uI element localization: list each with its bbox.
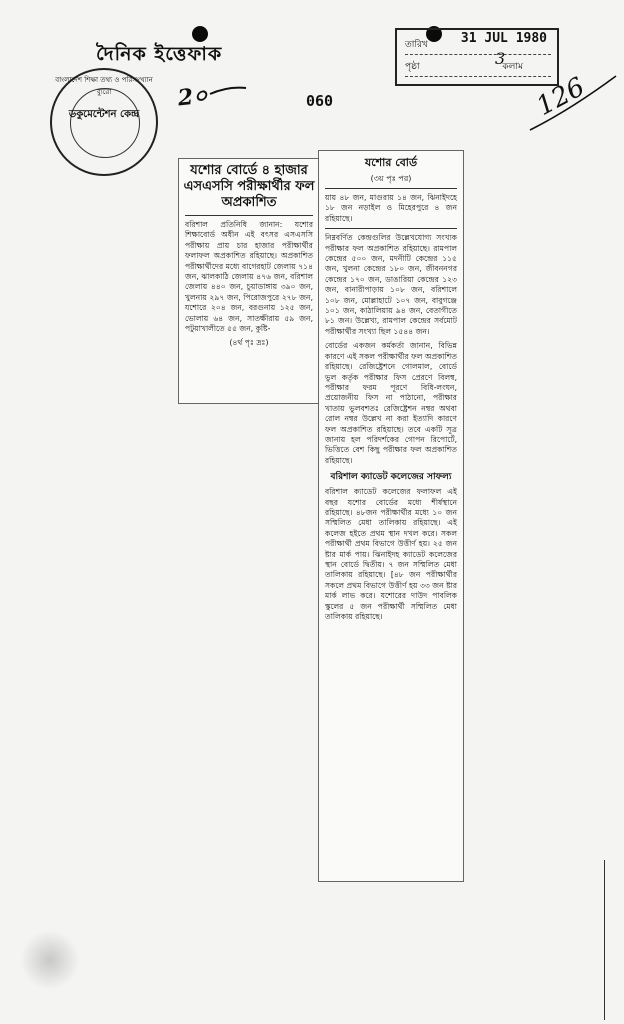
documentation-seal [50,68,158,176]
headline-divider [185,215,313,216]
seal-inner-ring [70,88,140,158]
stamp-date-value: 31 JUL 1980 [460,31,547,46]
article2-body-reasons: বোর্ডের একজন কর্মকর্তা জানান, বিভিন্ন কারণে এই সকল পরীক্ষার্থীর ফল অপ্রকাশিত রহিয়াছে। রেজিষ্ট্রেশনে গোলমাল, বোর্ডে ভুল কর্তৃক পরীক্ষার ফিস প্রেরণে বিলম্ব, পরীক্ষার ফরম পূরণে বিধি-লংঘন, প্রয়োজনীয় ফিস না পাঠানো, পরীক্ষার খাতায় ভুলবশতঃ রেজিষ্ট্রেশন নম্বর অথবা রোল নম্বর উল্লেখ না করা ইত্যাদি কারণে ফল অপ্রকাশিত রহিয়াছে। তবে একটি সূত্র জানায় হল পরিদর্শকের গোপন রিপোর্টে, ভিত্তিতে বেশ কিছু পরীক্ষার ফল অপ্রকাশিত রহিয়াছে। [325,341,457,465]
seal-center-text: ডকুমেন্টেশন কেন্দ্র [68,109,140,120]
article2-heading: যশোর বোর্ড [364,156,418,169]
page-number: 060 [306,92,334,110]
article1-continuation-note: (৪র্থ পৃঃ দ্রঃ) [229,338,269,348]
article1-headline: যশোর বোর্ডে ৪ হাজার এসএসসি পরীক্ষার্থীর ফল অপ্রকাশিত [183,163,315,210]
article2-subheading: (৩য় পৃঃ পর) [370,174,412,183]
stamp-page-label: পৃষ্ঠা [405,62,420,72]
article1-body: বরিশাল প্রতিনিধি জানান: যশোর শিক্ষাবোর্ড অধীন এই বৎসর এসএসসি পরীক্ষায় প্রায় চার হাজার পরীক্ষার্থীর ফলাফল অপ্রকাশিত রহিয়াছে। অপ্রকাশিত পরীক্ষার্থীদের মধ্যে বাগেরহাট জেলায় ৭১৪ জন, ঝালকাঠি জেলায় ৪৭৬ জন, বরিশাল জেলায় ৪৪০ জন, চুয়াডাঙ্গায় ৩৯০ জন, খুলনায় ২৯৭ জন, পিরোজপুরে ২৭৮ জন, যশোরে ২০৪ জন, বরগুনায় ১২৫ জন, ভোলায় ৬৪ জন, সাতক্ষীরায় ৫৯ জন, পটুয়াখালীতে ৫৫ জন, কুষ্টি- [185,220,313,334]
handwritten-stroke [208,84,248,98]
article2-divider-2 [325,228,457,229]
corner-handwritten-mark: 126 [531,72,590,122]
article2-body-centers: নিম্নবর্ণিত কেন্দ্রগুলির উল্লেখযোগ্য সংখ্যক পরীক্ষার ফল অপ্রকাশিত রহিয়াছে। রামপাল কেন্দ্রের ৫০০ জন, মদনীটি কেন্দ্রের ১১৫ জন, খুলনা কেন্দ্রের ১৮০ জন, জীবননগর কেন্দ্রের ১৭০ জন, ডাঙারিয়া কেন্দ্রের ১২৩ জন, বানারীপাড়ায় ১০৮ জন, বরিশালে ১০৮ জন, মোল্লাহাটে ১০৭ জন, বাবুগঞ্জে ১০১ জন, কাঠালিয়ায় ৯৪ জন, বেতাগীতে ৮১ জন। উল্লেখ্য, রামপাল কেন্দ্রের সর্বমোট পরীক্ষার্থীর সংখ্যা ছিল ১৫৪৪ জন। [325,233,457,336]
stamp-page-value: 3 [495,49,506,68]
scan-smudge [20,930,80,990]
news-clipping-2 [318,150,464,882]
handwritten-number: 2০ [176,82,209,112]
stamp-date-row [405,31,551,55]
newspaper-name: দৈনিক ইত্তেফাক [96,43,223,65]
stamp-page-row [405,49,551,77]
article2-body-cadet: বরিশাল ক্যাডেট কলেজের ফলাফল এই বছর যশোর বোর্ডের মধ্যে শীর্ষস্থানে রহিয়াছে। ৪৮জন পরীক্ষার্থীর মধ্যে ১০ জন সম্মিলিত মেধা তালিকায় রহিয়াছে। এই কলেজ হইতে প্রথম স্থান দখল করে। সকল পরীক্ষার্থী প্রথম বিভাগে উত্তীর্ণ হয়। ২৫ জন ষ্টার মার্ক পায়। ঝিনাইদহ ক্যাডেট কলেজের স্থান বোর্ডে দ্বিতীয়। ৭ জন সম্মিলিত মেধা তালিকায় রহিয়াছে। [৪৮ জন পরীক্ষার্থীর সকলে প্রথম বিভাগে উত্তীর্ণ হয় ৩৩ জন ষ্টার মার্ক লাভ করে। যশোরের দাউদ পাবলিক স্কুলের ৫ জন পরীক্ষার্থী সম্মিলিত মেধা তালিকায় রহিয়াছে। [325,487,457,622]
article2-body-top: য়ায় ৪৮ জন, মাগুরায় ১৪ জন, ঝিনাইদহে ১৮ জন নড়াইল ও মিহেরপুরে ৪ জন রহিয়াছে। [325,193,457,223]
stamp-column-label: কলাম [502,62,523,72]
article2-subhead-cadet: বরিশাল ক্যাডেট কলেজের সাফল্য [330,472,452,483]
article2-divider [325,188,457,189]
seal-ring-text: বাংলাদেশ শিক্ষা তথ্য ও পরিসংখ্যান ব্যুরো [55,76,153,96]
scan-edge-line [604,860,605,1020]
news-clipping-1 [178,158,320,404]
stamp-date-label: তারিখ [405,40,428,50]
date-stamp [395,28,559,86]
